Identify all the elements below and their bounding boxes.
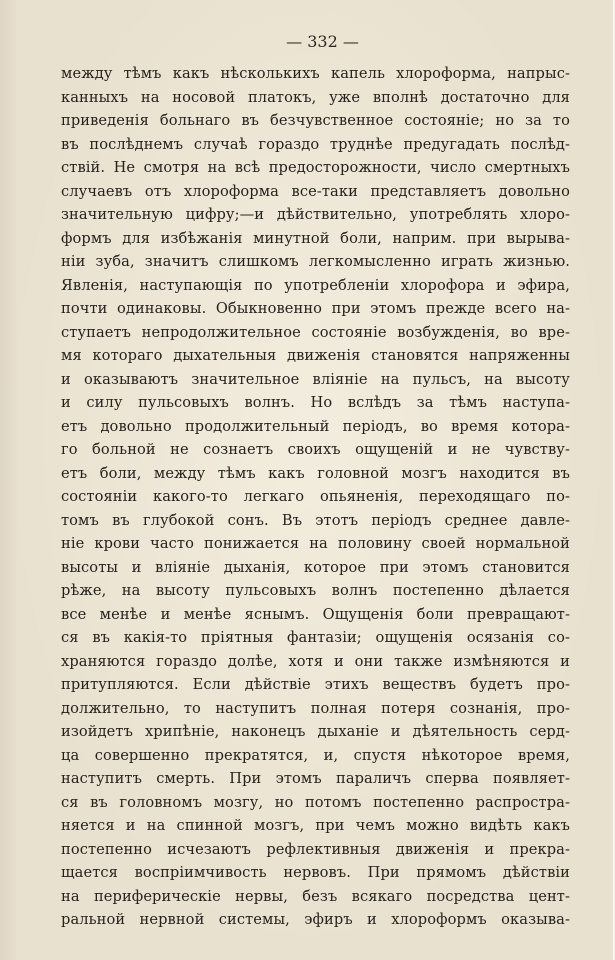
text-line: и оказываютъ значительное вліяніе на пульсъ, на высоту (61, 370, 570, 388)
text-line: Явленія, наступающія по употребленіи хлорофора и эфира, (61, 276, 570, 294)
text-line: ступаетъ непродолжительное состояніе возбужденія, во вре- (61, 323, 570, 341)
text-line: постепенно исчезаютъ рефлективныя движенія и прекра- (61, 840, 570, 858)
body-text (61, 62, 570, 932)
text-line: все менѣе и менѣе яснымъ. Ощущенія боли превращают- (61, 605, 570, 623)
text-line: ніе крови часто понижается на половину своей нормальной (61, 535, 570, 552)
text-line: должительно, то наступитъ полная потеря сознанія, про- (61, 699, 570, 717)
text-line: ся въ головномъ мозгу, но потомъ постепенно распростра- (61, 793, 570, 811)
page-number: — 332 — (286, 32, 359, 51)
text-line: ца совершенно прекратятся, и, спустя нѣкоторое время, (61, 746, 570, 764)
text-line: рѣже, на высоту пульсовыхъ волнъ постепенно дѣлается (61, 582, 570, 599)
text-line: томъ въ глубокой сонъ. Въ этотъ періодъ среднее давле- (61, 511, 570, 529)
text-line: наступитъ смерть. При этомъ параличъ сперва появляет- (61, 770, 570, 787)
text-line: случаевъ отъ хлороформа все-таки представляетъ довольно (61, 182, 570, 200)
text-line: высоты и вліяніе дыханія, которое при этомъ становится (61, 558, 570, 576)
text-line: между тѣмъ какъ нѣсколькихъ капель хлороформа, напрыс- (61, 65, 570, 82)
text-line: изойдетъ хрипѣніе, наконецъ дыханіе и дѣятельность серд- (61, 723, 570, 740)
text-line: храняются гораздо долѣе, хотя и они также измѣняются и (61, 652, 570, 670)
text-line: мя котораго дыхательныя движенія становятся напряженны (61, 347, 570, 364)
text-line: формъ для избѣжанія минутной боли, наприм. при вырыва- (61, 229, 570, 247)
text-line: состояніи какого-то легкаго опьяненія, переходящаго по- (61, 488, 570, 505)
text-line: значительную цифру;—и дѣйствительно, употреблять хлоро- (61, 206, 570, 223)
text-line: етъ боли, между тѣмъ какъ головной мозгъ находится въ (61, 464, 570, 482)
text-line: притупляются. Если дѣйствіе этихъ веществъ будетъ про- (61, 676, 570, 693)
text-line: приведенія больнаго въ безчувственное состояніе; но за то (61, 112, 570, 129)
text-line: и силу пульсовыхъ волнъ. Но вслѣдъ за тѣмъ наступа- (61, 394, 570, 411)
text-line: ствій. Не смотря на всѣ предосторожности, число смертныхъ (61, 159, 570, 176)
text-line: ніи зуба, значитъ слишкомъ легкомысленно играть жизнью. (61, 253, 570, 270)
text-line: ся въ какія-то пріятныя фантазіи; ощущенія осязанія со- (61, 629, 570, 646)
text-line: го больной не сознаетъ своихъ ощущеній и не чувству- (61, 441, 570, 458)
text-line: щается воспріимчивость нервовъ. При прямомъ дѣйствіи (61, 864, 570, 881)
text-line: етъ довольно продолжительный періодъ, во время котора- (61, 417, 570, 435)
text-line: ральной нервной системы, эфиръ и хлороформъ оказыва- (61, 911, 570, 928)
text-line: на периферическіе нервы, безъ всякаго посредства цент- (61, 887, 570, 905)
text-line: почти одинаковы. Обыкновенно при этомъ прежде всего на- (61, 300, 570, 317)
text-line: въ послѣднемъ случаѣ гораздо труднѣе предугадать послѣд- (61, 135, 570, 153)
text-line: канныхъ на носовой платокъ, уже вполнѣ достаточно для (61, 88, 570, 106)
text-line: няется и на спинной мозгъ, при чемъ можно видѣть какъ (61, 817, 570, 834)
